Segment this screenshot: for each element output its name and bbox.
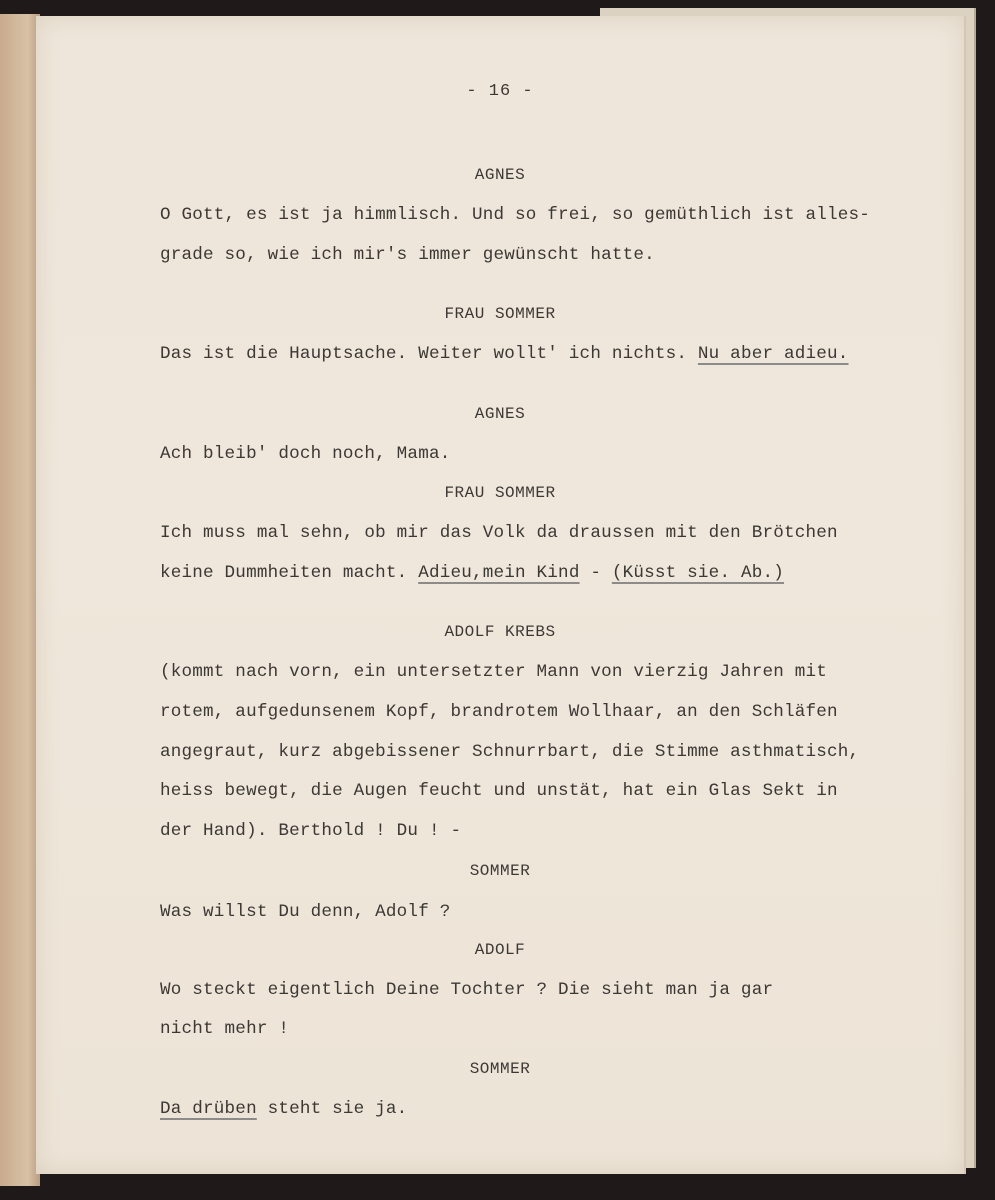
speaker-label: AGNES [474, 166, 526, 184]
speaker-label: SOMMER [469, 862, 531, 880]
stage-direction-line: angegraut, kurz abgebissener Schnurrbart, die Stimme asthmatisch, [160, 742, 860, 762]
stage-direction-line: heiss bewegt, die Augen feucht und unstät, hat ein Glas Sekt in [160, 781, 838, 801]
stage-direction-line: (kommt nach vorn, ein untersetzter Mann von vierzig Jahren mit [160, 662, 827, 682]
underlined-text: Nu aber adieu. [697, 344, 849, 364]
page-number: - 16 - [466, 82, 534, 101]
speaker-label: ADOLF [474, 941, 526, 959]
left-book-cover-edge [0, 14, 40, 1186]
speaker-label: FRAU SOMMER [444, 484, 556, 502]
stage-direction-line: rotem, aufgedunsenem Kopf, brandrotem Wollhaar, an den Schläfen [160, 702, 838, 722]
dialogue-line: O Gott, es ist ja himmlisch. Und so frei, so gemüthlich ist alles- [160, 205, 871, 225]
dialogue-text: Das ist die Hauptsache. Weiter wollt' ich nichts. [160, 344, 698, 364]
dialogue-text: steht sie ja. [256, 1099, 408, 1119]
speaker-label: AGNES [474, 405, 526, 423]
dialogue-line: Wo steckt eigentlich Deine Tochter ? Die sieht man ja gar [160, 980, 774, 1000]
dialogue-line: grade so, wie ich mir's immer gewünscht hatte. [160, 245, 655, 265]
typewritten-page [36, 16, 964, 1174]
underlined-text: Adieu,mein Kind [418, 563, 580, 583]
stage-direction-line: der Hand). Berthold ! Du ! - [160, 821, 462, 841]
dialogue-line: Ach bleib' doch noch, Mama. [160, 444, 451, 464]
speaker-label: SOMMER [469, 1060, 531, 1078]
dialogue-line [160, 563, 950, 583]
dialogue-line [160, 1099, 950, 1119]
speaker-label: FRAU SOMMER [444, 305, 556, 323]
dialogue-line [160, 344, 950, 364]
dialogue-line: nicht mehr ! [160, 1019, 290, 1039]
dialogue-text: - [579, 563, 612, 583]
underlined-text: Da drüben [160, 1099, 257, 1119]
dialogue-line: Was willst Du denn, Adolf ? [160, 902, 451, 922]
stage-direction-underlined: (Küsst sie. Ab.) [611, 563, 784, 583]
dialogue-text: keine Dummheiten macht. [160, 563, 419, 583]
dialogue-line: Ich muss mal sehn, ob mir das Volk da draussen mit den Brötchen [160, 523, 838, 543]
speaker-label: ADOLF KREBS [444, 623, 556, 641]
